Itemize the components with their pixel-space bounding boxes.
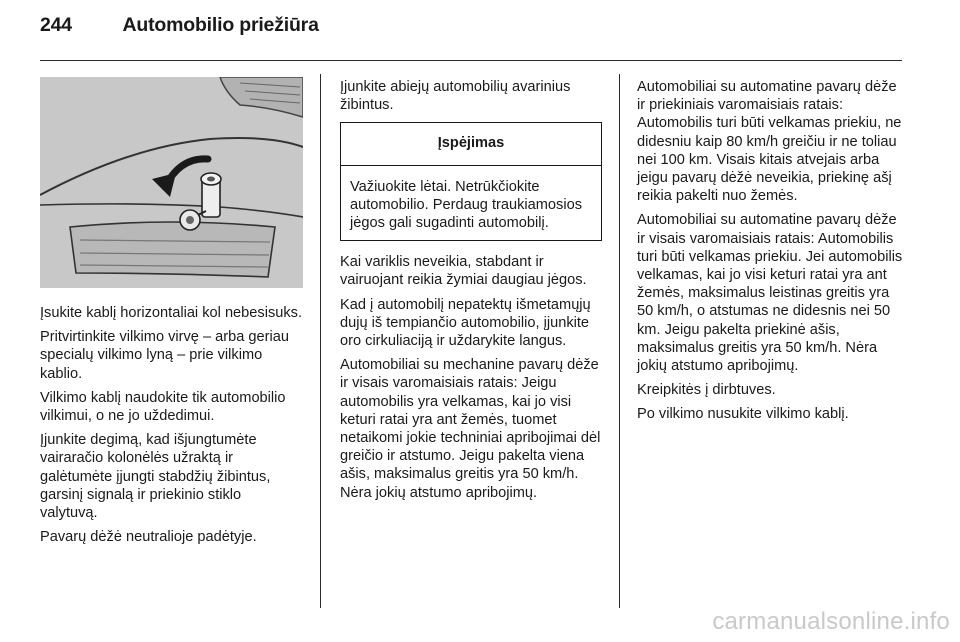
paragraph: Įjunkite abiejų automobilių avarinius žibintus.: [340, 79, 571, 114]
paragraph: Kreipkitės į dirbtuves.: [637, 382, 776, 399]
watermark: carmanualsonline.info: [712, 608, 950, 635]
towing-eye-illustration: [40, 77, 303, 288]
paragraph: Įsukite kablį horizontaliai kol nebesisuks.: [40, 305, 303, 321]
paragraph: Vilkimo kablį naudokite tik automobilio vilkimui, o ne jo uždedimui.: [40, 389, 286, 425]
warning-title: Įspėjimas: [341, 123, 601, 165]
bumper-drawing: [40, 77, 303, 288]
paragraph: Kad į automobilį nepatektų išmetamųjų dujų iš tempiančio automobilio, įjunkite oro cirkuliaciją ir uždarykite langus.: [340, 296, 591, 350]
paragraph: Po vilkimo nusukite vilkimo kablį.: [637, 406, 849, 423]
column-3: [637, 78, 903, 430]
paragraph: Įjunkite degimą, kad išjungtumėte vairaračio kolonėlės užraktą ir galėtumėte įjungti stabdžių žibintus, garsinį signalą ir priekinio stiklo valytuvą.: [40, 432, 271, 522]
paragraph: Pavarų dėžė neutralioje padėtyje.: [40, 529, 257, 546]
warning-text: Važiuokite lėtai. Netrūkčiokite automobilio. Perdaug traukiamosios jėgos gali sugadinti automobilį.: [350, 178, 583, 232]
page-header: [40, 14, 319, 37]
paragraph: Kai variklis neveikia, stabdant ir vairuojant reikia žymiai daugiau jėgos.: [340, 254, 587, 289]
column-2: [340, 78, 602, 508]
paragraph: Pritvirtinkite vilkimo virvę – arba geriau specialų vilkimo lyną – prie vilkimo kablio.: [40, 329, 289, 382]
column-divider: [320, 74, 321, 608]
page-number: 244: [40, 14, 72, 36]
page-title: Automobilio priežiūra: [122, 14, 319, 36]
header-rule: [40, 60, 902, 61]
paragraph: Automobiliai su mechanine pavarų dėže ir visais varomaisiais ratais: Jeigu automobilis yra velkamas, kai jo visi keturi ratai yra ant žemės, tuomet netaikomi jokie techniniai apribojimai dėl greičio ir atstumo. Jeigu pakelta viena ašis, maksimalus greitis yra 50 km/h. Nėra jokių atstumo apribojimų.: [340, 357, 601, 501]
column-1: [40, 304, 302, 552]
column-divider: [619, 74, 620, 608]
warning-box: [340, 122, 602, 241]
paragraph: Automobiliai su automatine pavarų dėže ir visais varomaisiais ratais: Automobilis turi būti velkamas priekiu. Jei automobilis velkamas, kai jo visi keturi ratai yra ant žemės, maksimalus leistinas greitis yra 50 km/h, o atstumas ne didesnis nei 50 km. Jeigu pakelta priekinė ašis, maksimalus greitis yra 50 km/h. Nėra jokių atstumo apribojimų.: [637, 212, 903, 375]
paragraph: Automobiliai su automatine pavarų dėže ir priekiniais varomaisiais ratais: Automobilis turi būti velkamas priekiu, ne didesniu kaip 80 km/h greičiu ir ne toliau nei 100 km. Visais kitais atvejais arba jeigu pavarų dėžė neveikia, priekinę ašį reikia pakelti nuo žemės.: [637, 79, 902, 205]
